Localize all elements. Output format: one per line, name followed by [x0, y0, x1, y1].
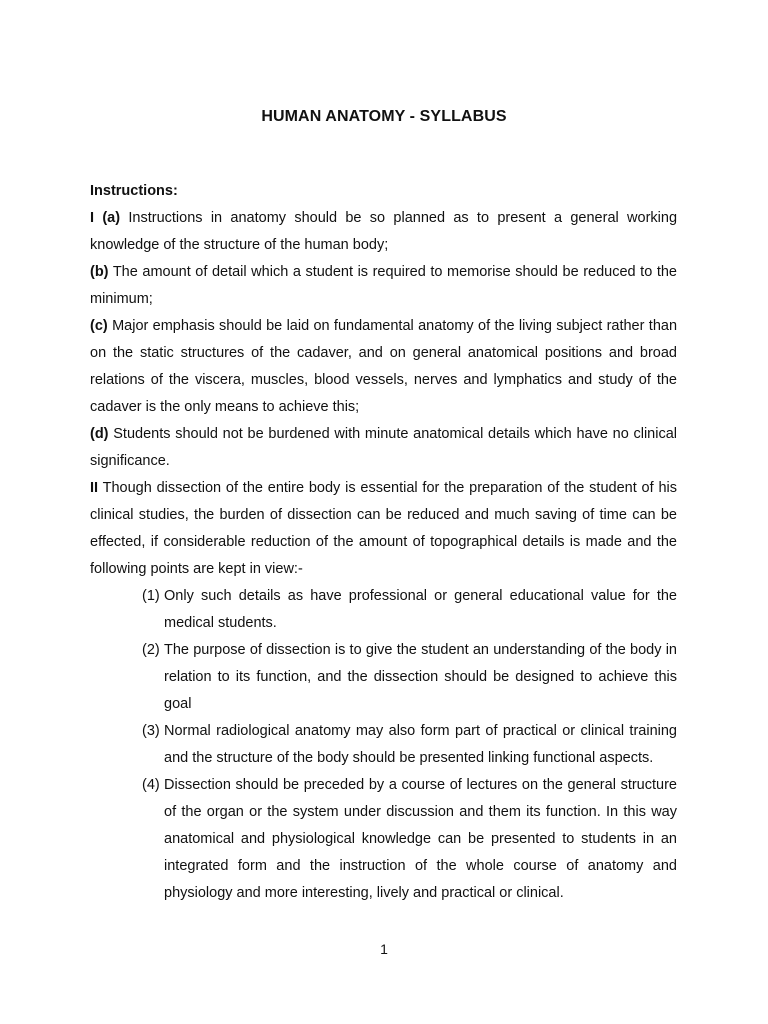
points-list	[90, 583, 677, 907]
paragraph-d	[90, 421, 677, 475]
paragraph-b	[90, 259, 677, 313]
paragraph-label: I (a)	[90, 210, 121, 226]
paragraph-text: Major emphasis should be laid on fundamental anatomy of the living subject rather than on the static structures of the cadaver, and on general anatomical positions and broad relations of the viscera, muscles, blood vessels, nerves and lymphatics and study of the cadaver is the only means to achieve this;	[90, 318, 678, 415]
list-item-number: (4)	[142, 777, 160, 793]
list-item	[90, 772, 677, 907]
list-item	[90, 718, 677, 772]
paragraph-label: (b)	[90, 264, 109, 280]
instructions-heading: Instructions:	[90, 183, 178, 199]
paragraph-i-a	[90, 205, 677, 259]
paragraph-text: The amount of detail which a student is required to memorise should be reduced to the minimum;	[90, 264, 677, 307]
page-number: 1	[380, 941, 388, 957]
page-title: HUMAN ANATOMY - SYLLABUS	[261, 108, 507, 125]
paragraph-c	[90, 313, 677, 421]
paragraph-text: Though dissection of the entire body is essential for the preparation of the student of his clinical studies, the burden of dissection can be reduced and much saving of time can be effected, if considerable reduction of the amount of topographical details is made and the following points are kept in view:-	[90, 480, 677, 577]
paragraph-label: II	[90, 480, 99, 496]
list-item-number: (1)	[142, 588, 160, 604]
document-body	[90, 178, 677, 907]
list-item	[90, 583, 677, 637]
list-item-text: Dissection should be preceded by a course of lectures on the general structure of the organ or the system under discussion and them its function. In this way anatomical and physiological knowledge can be presented to students in an integrated form and the instruction of the whole course of anatomy and physiology and more interesting, lively and practical or clinical.	[164, 777, 677, 901]
list-item	[90, 637, 677, 718]
paragraph-text: Instructions in anatomy should be so planned as to present a general working knowledge of the structure of the human body;	[90, 210, 678, 253]
list-item-text: Only such details as have professional or general educational value for the medical students.	[164, 588, 677, 631]
paragraph-text: Students should not be burdened with minute anatomical details which have no clinical significance.	[90, 426, 677, 469]
list-item-text: Normal radiological anatomy may also form part of practical or clinical training and the structure of the body should be presented linking functional aspects.	[164, 723, 677, 766]
list-item-number: (3)	[142, 723, 160, 739]
paragraph-label: (c)	[90, 318, 108, 334]
list-item-text: The purpose of dissection is to give the student an understanding of the body in relation to its function, and the dissection should be designed to achieve this goal	[164, 642, 677, 712]
paragraph-ii	[90, 475, 677, 583]
list-item-number: (2)	[142, 642, 160, 658]
paragraph-label: (d)	[90, 426, 109, 442]
